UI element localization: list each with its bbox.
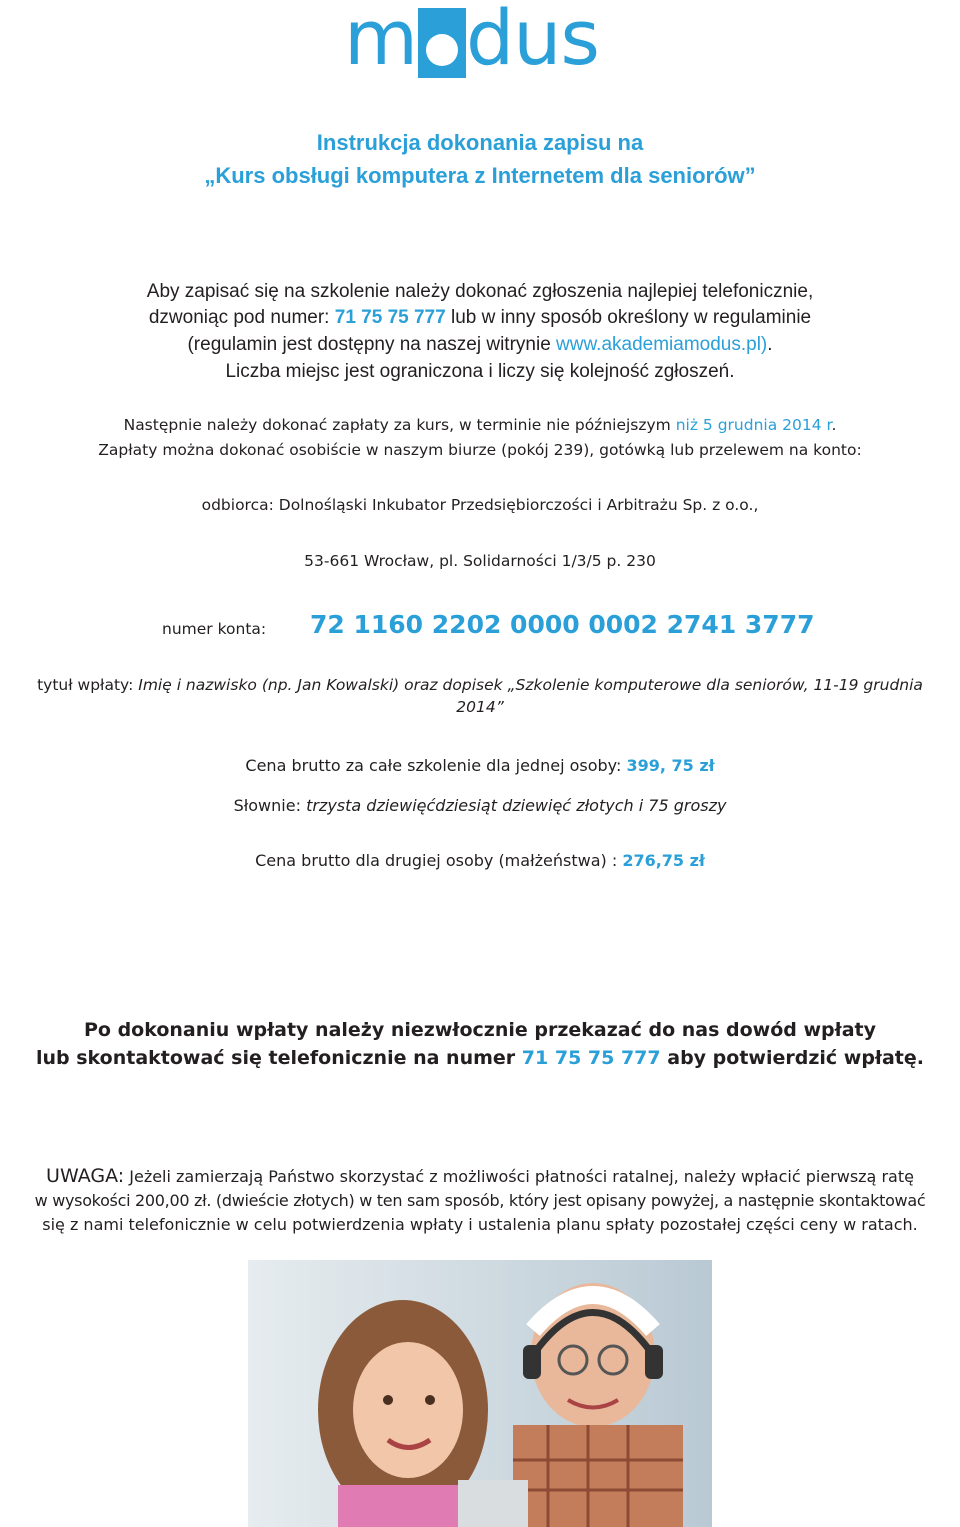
- price-line: [0, 756, 960, 775]
- price-words-value: trzysta dziewięćdziesiąt dziewięć złotych i 75 groszy: [306, 796, 727, 815]
- modus-logo: [340, 2, 620, 82]
- confirm-line1: Po dokonaniu wpłaty należy niezwłocznie przekazać do nas dowód wpłaty: [83, 1019, 876, 1041]
- warning-line1-text: Jeżeli zamierzają Państwo skorzystać z możliwości płatności ratalnej, należy wpłacić pierwszą ratę: [129, 1167, 914, 1186]
- intro-line4: Liczba miejsc jest ograniczona i liczy się kolejność zgłoszeń.: [225, 361, 735, 382]
- payment-recipient: odbiorca: Dolnośląski Inkubator Przedsiębiorczości i Arbitrażu Sp. z o.o.,: [201, 496, 759, 514]
- payment-address: 53-661 Wrocław, pl. Solidarności 1/3/5 p. 230: [304, 552, 656, 570]
- transfer-title-line1: [0, 676, 960, 694]
- account-label: numer konta:: [162, 620, 267, 638]
- photo-illustration: [248, 1260, 712, 1527]
- page-title-line2: „Kurs obsługi komputera z Internetem dla seniorów”: [204, 163, 756, 188]
- logo-o-circle: [426, 34, 458, 66]
- confirm-phone: 71 75 75 777: [521, 1047, 661, 1069]
- payment-line1: [0, 416, 960, 434]
- second-price-value: 276,75 zł: [622, 851, 705, 870]
- confirm-line2: [0, 1047, 960, 1069]
- transfer-title-value: Imię i nazwisko (np. Jan Kowalski) oraz dopisek „Szkolenie komputerowe dla seniorów, 11-19 grudnia: [138, 676, 923, 694]
- warning-line1: [0, 1165, 960, 1187]
- logo-text-m: m: [344, 0, 418, 82]
- transfer-title-line2: [0, 698, 960, 716]
- price-words-label: Słownie:: [233, 796, 301, 815]
- payment-line1-text: Następnie należy dokonać zapłaty za kurs, w terminie nie późniejszym: [123, 416, 671, 434]
- price-value: 399, 75 zł: [626, 756, 715, 775]
- warning-label: UWAGA:: [46, 1165, 125, 1187]
- intro-line2: [30, 304, 930, 331]
- payment-line2: Zapłaty można dokonać osobiście w naszym biurze (pokój 239), gotówką lub przelewem na konto:: [98, 441, 862, 459]
- intro-line1: Aby zapisać się na szkolenie należy dokonać zgłoszenia najlepiej telefonicznie,: [146, 281, 814, 302]
- logo-text-dus: dus: [466, 0, 600, 82]
- intro-line3-period: .: [767, 334, 773, 355]
- intro-line2-text: dzwoniąc pod numer:: [148, 307, 330, 328]
- price-label: Cena brutto za całe szkolenie dla jednej osoby:: [245, 756, 622, 775]
- intro-line3: [30, 331, 930, 358]
- second-price-label: Cena brutto dla drugiej osoby (małżeństwa) :: [255, 851, 618, 870]
- confirm-line2-text-b: aby potwierdzić wpłatę.: [667, 1047, 924, 1069]
- payment-deadline: niż 5 grudnia 2014 r: [675, 416, 832, 434]
- intro-line3-text: (regulamin jest dostępny na naszej witrynie: [187, 334, 551, 355]
- intro-line2-text-b: lub w inny sposób określony w regulaminie: [450, 307, 812, 328]
- price-words-line: [0, 796, 960, 815]
- warning-line2: w wysokości 200,00 zł. (dwieście złotych) w ten sam sposób, który jest opisany powyżej, a następnie skontaktować: [34, 1191, 926, 1210]
- transfer-title-value2: 2014”: [456, 698, 504, 716]
- website-link[interactable]: www.akademiamodus.pl): [556, 334, 768, 355]
- account-number: 72 1160 2202 0000 0002 2741 3777: [310, 610, 815, 639]
- seniors-photo: [248, 1260, 712, 1527]
- payment-line1-period: .: [831, 416, 837, 434]
- page-title-line1: Instrukcja dokonania zapisu na: [316, 130, 644, 155]
- confirm-line2-text: lub skontaktować się telefonicznie na numer: [35, 1047, 516, 1069]
- transfer-title-label: tytuł wpłaty:: [37, 676, 134, 694]
- intro-phone: 71 75 75 777: [334, 307, 446, 328]
- second-price-line: [0, 851, 960, 870]
- warning-line3: się z nami telefonicznie w celu potwierdzenia wpłaty i ustalenia planu spłaty pozostałej części ceny w ratach.: [42, 1215, 918, 1234]
